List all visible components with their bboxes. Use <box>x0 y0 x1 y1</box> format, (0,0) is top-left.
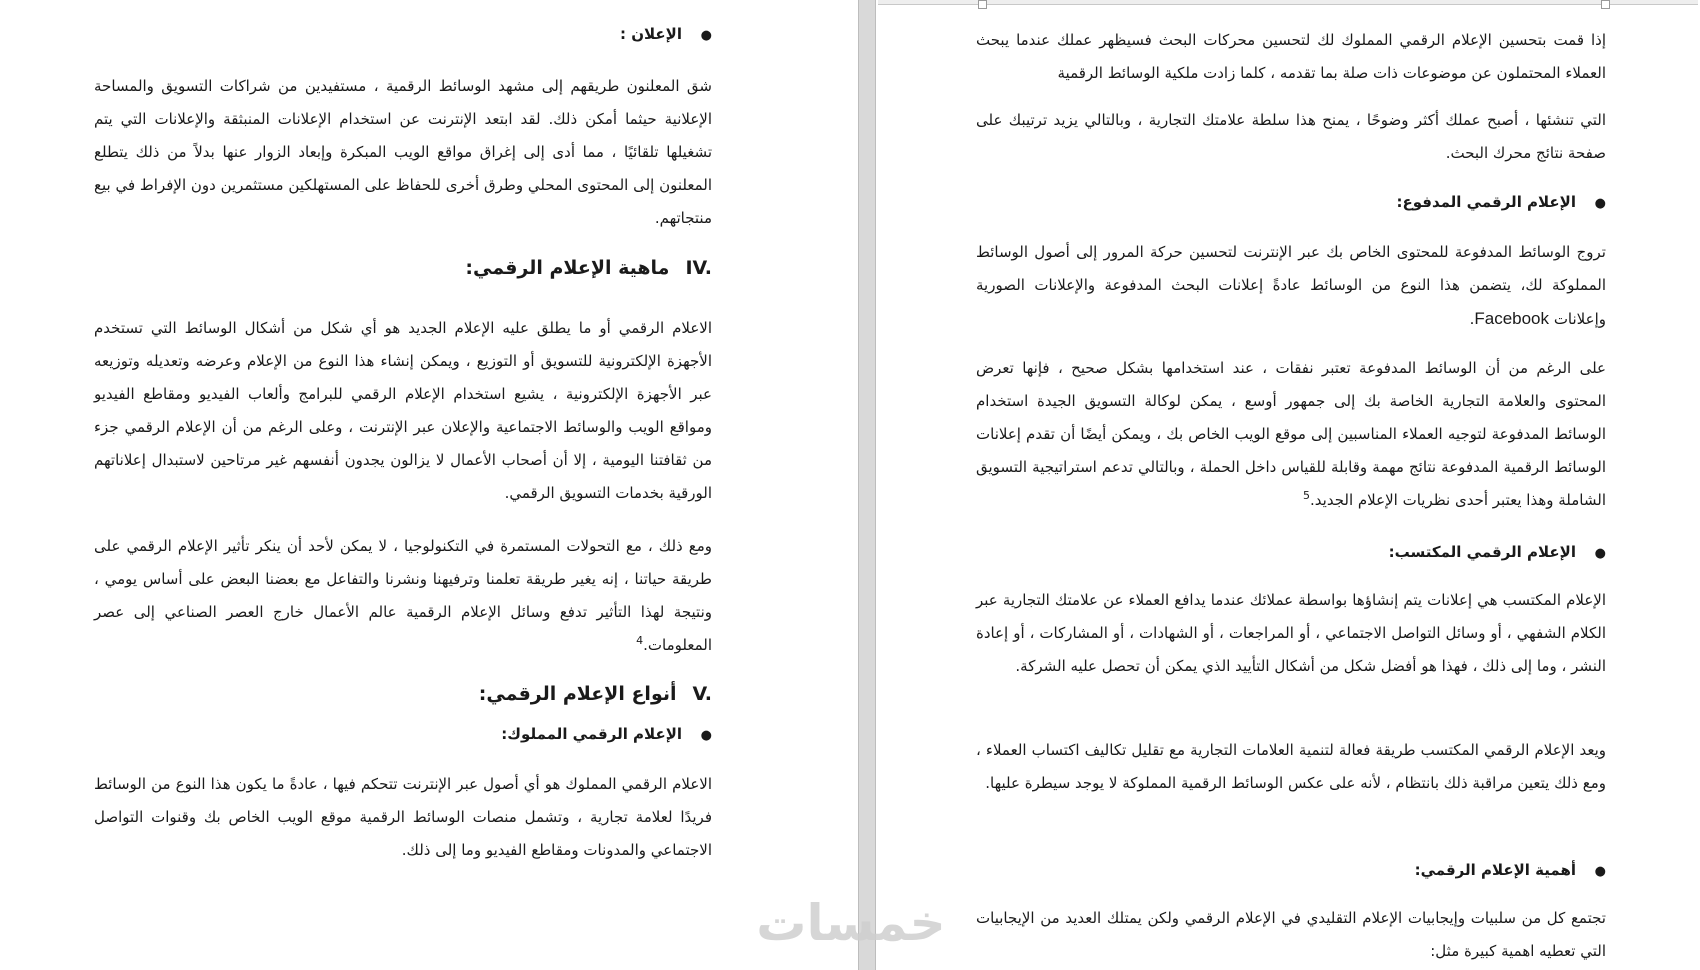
section-title: أنواع الإعلام الرقمي: <box>478 683 677 705</box>
paragraph-paid-media-benefits: على الرغم من أن الوسائط المدفوعة تعتبر نفقات ، عند استخدامها بشكل صحيح ، فإنها تعرض المحتوى والعلامة التجارية الخاصة بك إلى جمهور أوسع ، يمكن لوكالة التسويق الجيدة استخدام الوسائط المدفوعة لتوجيه العملاء المناسبين إلى موقع الويب الخاص بك ، ويمكن أيضًا أن تقدم إعلانات الوسائط الرقمية المدفوعة نتائج مهمة وقابلة للقياس داخل الحملة ، وبالتالي تدعم استراتيجية التسويق الشاملة وهذا يعتبر أحدى نظريات الإعلام الجديد.$^5$ <box>976 359 1606 509</box>
section-number: IV. <box>685 257 712 279</box>
bullet-heading-owned-media: ●الإعلام الرقمي المملوك: <box>501 722 712 748</box>
bullet-heading-advertising: ●الإعلان : <box>620 22 712 48</box>
bullet-dot-icon: ● <box>700 28 712 43</box>
paragraph-digital-media-definition: الاعلام الرقمي أو ما يطلق عليه الإعلام الجديد هو أي شكل من أشكال الوسائط التي تستخدم الأجهزة الإلكترونية للتسويق أو التوزيع ، ويمكن إنشاء هذا النوع من الإعلام وعرضه وتعديله وتوزيعه عبر الأجهزة الإلكترونية ، يشيع استخدام الإعلام الرقمي للبرامج وألعاب الفيديو ومقاطع الفيديو ومواقع الويب والوسائط الاجتماعية والإعلان عبر الإنترنت ، وعلى الرغم من أن الإعلام الرقمي جزء من ثقافتنا اليومية ، إلا أن أصحاب الأعمال لا يزالون يجدون أنفسهم غير مرتاحين لاستبدال إعلاناتهم الورقية بخدمات التسويق الرقمي. <box>94 319 712 502</box>
paragraph-paid-media: تروج الوسائط المدفوعة للمحتوى الخاص بك عبر الإنترنت لتحسين حركة المرور إلى أصول الوسائط المملوكة لك، يتضمن هذا النوع من الوسائط عادةً إعلانات البحث المدفوعة والإعلانات الصورية وإعلانات Facebook. <box>976 243 1606 328</box>
paragraph-owned-media-visibility: التي تنشئها ، أصبح عملك أكثر وضوحًا ، يمنح هذا سلطة علامتك التجارية ، وبالتالي يزيد ترتيبك على صفحة نتائج محرك البحث. <box>976 111 1606 162</box>
bullet-heading-digital-media-importance: ●أهمية الإعلام الرقمي: <box>1415 858 1606 884</box>
bullet-dot-icon: ● <box>700 728 712 743</box>
paragraph-earned-media-value: ويعد الإعلام الرقمي المكتسب طريقة فعالة لتنمية العلامات التجارية مع تقليل تكاليف اكتساب العملاء ، ومع ذلك يتعين مراقبة ذلك بانتظام ، لأنه على عكس الوسائط الرقمية المملوكة لا يوجد سيطرة عليها. <box>976 741 1606 792</box>
bullet-heading-paid-media: ●الإعلام الرقمي المدفوع: <box>1396 190 1606 216</box>
page-top-ruler <box>878 0 1698 5</box>
watermark-logo: خمسات <box>756 894 946 952</box>
margin-marker-icon[interactable] <box>978 0 987 9</box>
section-heading-digital-media-types <box>479 680 712 708</box>
paragraph-digital-media-impact: ومع ذلك ، مع التحولات المستمرة في التكنولوجيا ، لا يمكن لأحد أن ينكر تأثير الإعلام الرقمي على طريقة حياتنا ، إنه يغير طريقة تعلمنا وترفيهنا ونشرنا والتفاعل مع بعضنا البعض على أساس يومي ، ونتيجة لهذا التأثير تدفع وسائل الإعلام الرقمية عالم الأعمال خارج العصر الصناعي إلى عصر المعلومات.$^4$ <box>94 537 712 654</box>
margin-marker-icon[interactable] <box>1601 0 1610 9</box>
footnote-reference[interactable]: 4 <box>636 634 644 647</box>
bullet-heading-earned-media: ●الإعلام الرقمي المكتسب: <box>1389 540 1606 566</box>
paragraph-owned-media-seo: إذا قمت بتحسين الإعلام الرقمي المملوك لك لتحسين محركات البحث فسيظهر عملك عندما يبحث العملاء المحتملون عن موضوعات ذات صلة بما تقدمه ، كلما زادت ملكية الوسائط الرقمية <box>976 31 1606 82</box>
page-edge-divider <box>858 0 859 970</box>
section-number: V. <box>692 683 712 705</box>
section-title: ماهية الإعلام الرقمي: <box>465 257 670 279</box>
bullet-dot-icon: ● <box>1594 196 1606 211</box>
bullet-dot-icon: ● <box>1594 546 1606 561</box>
page-gutter <box>858 0 876 970</box>
bullet-dot-icon: ● <box>1594 864 1606 879</box>
footnote-reference[interactable]: 5 <box>1303 489 1311 502</box>
paragraph-advertising: شق المعلنون طريقهم إلى مشهد الوسائط الرقمية ، مستفيدين من شراكات التسويق والمساحة الإعلانية حيثما أمكن ذلك. لقد ابتعد الإنترنت عن استخدام الإعلانات المنبثقة والإعلانات التي يتم تشغيلها تلقائيًا ، مما أدى إلى إغراق مواقع الويب المبكرة وإبعاد الزوار عنها بدلاً من ذلك يتطلع المعلنون إلى المحتوى المحلي وطرق أخرى للحفاظ على المستهلكين مستثمرين دون الإفراط في بيع منتجاتهم. <box>94 77 712 227</box>
paragraph-digital-media-importance: تجتمع كل من سلبيات وإيجابيات الإعلام التقليدي في الإعلام الرقمي ولكن يمتلك العديد من الإيجابيات التي تعطيه اهمية كبيرة مثل: <box>976 909 1606 960</box>
paragraph-earned-media: الإعلام المكتسب هي إعلانات يتم إنشاؤها بواسطة عملائك عندما يدافع العملاء عن علامتك التجارية عبر الكلام الشفهي ، أو وسائل التواصل الاجتماعي ، أو المراجعات ، أو الشهادات ، أو المشاركات ، أو إعادة النشر ، وما إلى ذلك ، فهذا هو أفضل شكل من أشكال التأييد الذي يمكن أن تحصل عليه الشركة. <box>976 591 1606 675</box>
document-page-right <box>876 0 1700 970</box>
section-heading-digital-media-definition <box>465 254 712 282</box>
facebook-term: Facebook. <box>1469 309 1550 328</box>
paragraph-owned-media: الاعلام الرقمي المملوك هو أي أصول عبر الإنترنت تتحكم فيها ، عادةً ما يكون هذا النوع من الوسائط فريدًا لعلامة تجارية ، وتشمل منصات الوسائط الرقمية موقع الويب الخاص بك وقنوات التواصل الاجتماعي والمدونات ومقاطع الفيديو وما إلى ذلك. <box>94 775 712 859</box>
